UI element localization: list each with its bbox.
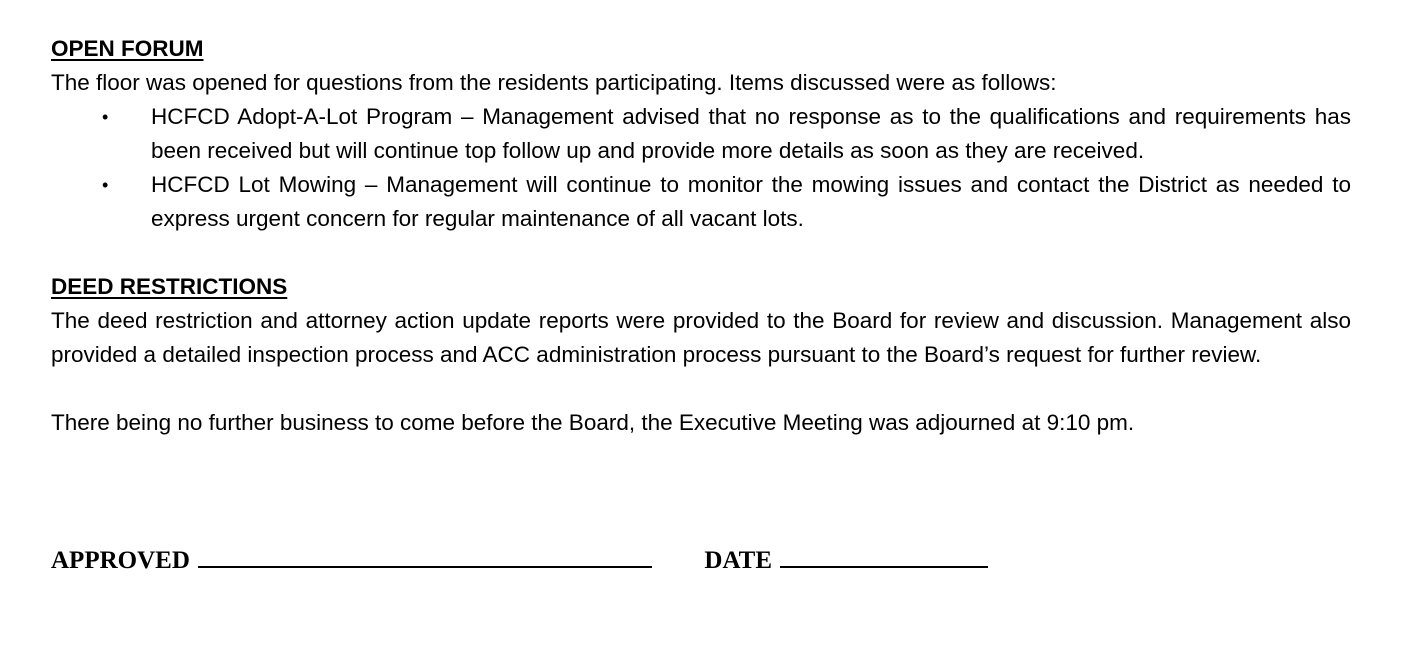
list-item [51, 168, 1351, 236]
document-page [51, 32, 1351, 440]
list-item-text: HCFCD Lot Mowing – Management will continue to monitor the mowing issues and contact the District as needed to express urgent concern for regular maintenance of all vacant lots. [151, 172, 1351, 231]
date-signature-line [780, 540, 988, 568]
signature-row [51, 540, 988, 579]
spacer [51, 372, 1351, 406]
spacer [51, 236, 1351, 270]
deed-restrictions-heading: DEED RESTRICTIONS [51, 274, 288, 299]
list-item [51, 100, 1351, 168]
list-item-text: HCFCD Adopt-A-Lot Program – Management advised that no response as to the qualifications and requirements has been received but will continue top follow up and provide more details as soon as they are received. [151, 104, 1351, 163]
closing-statement: There being no further business to come before the Board, the Executive Meeting was adjourned at 9:10 pm. [51, 410, 1135, 435]
open-forum-items [51, 100, 1351, 236]
approved-label: APPROVED [51, 547, 190, 574]
open-forum-intro: The floor was opened for questions from the residents participating. Items discussed were as follows: [51, 70, 1057, 95]
date-label: DATE [704, 547, 772, 574]
deed-restrictions-body: The deed restriction and attorney action update reports were provided to the Board for review and discussion. Management also provided a detailed inspection process and ACC administration process pursuant to the Board’s request for further review. [51, 308, 1351, 367]
bullet-icon: • [102, 107, 109, 127]
open-forum-heading: OPEN FORUM [51, 36, 204, 61]
bullet-icon: • [102, 175, 109, 195]
approved-signature-line [198, 540, 652, 568]
